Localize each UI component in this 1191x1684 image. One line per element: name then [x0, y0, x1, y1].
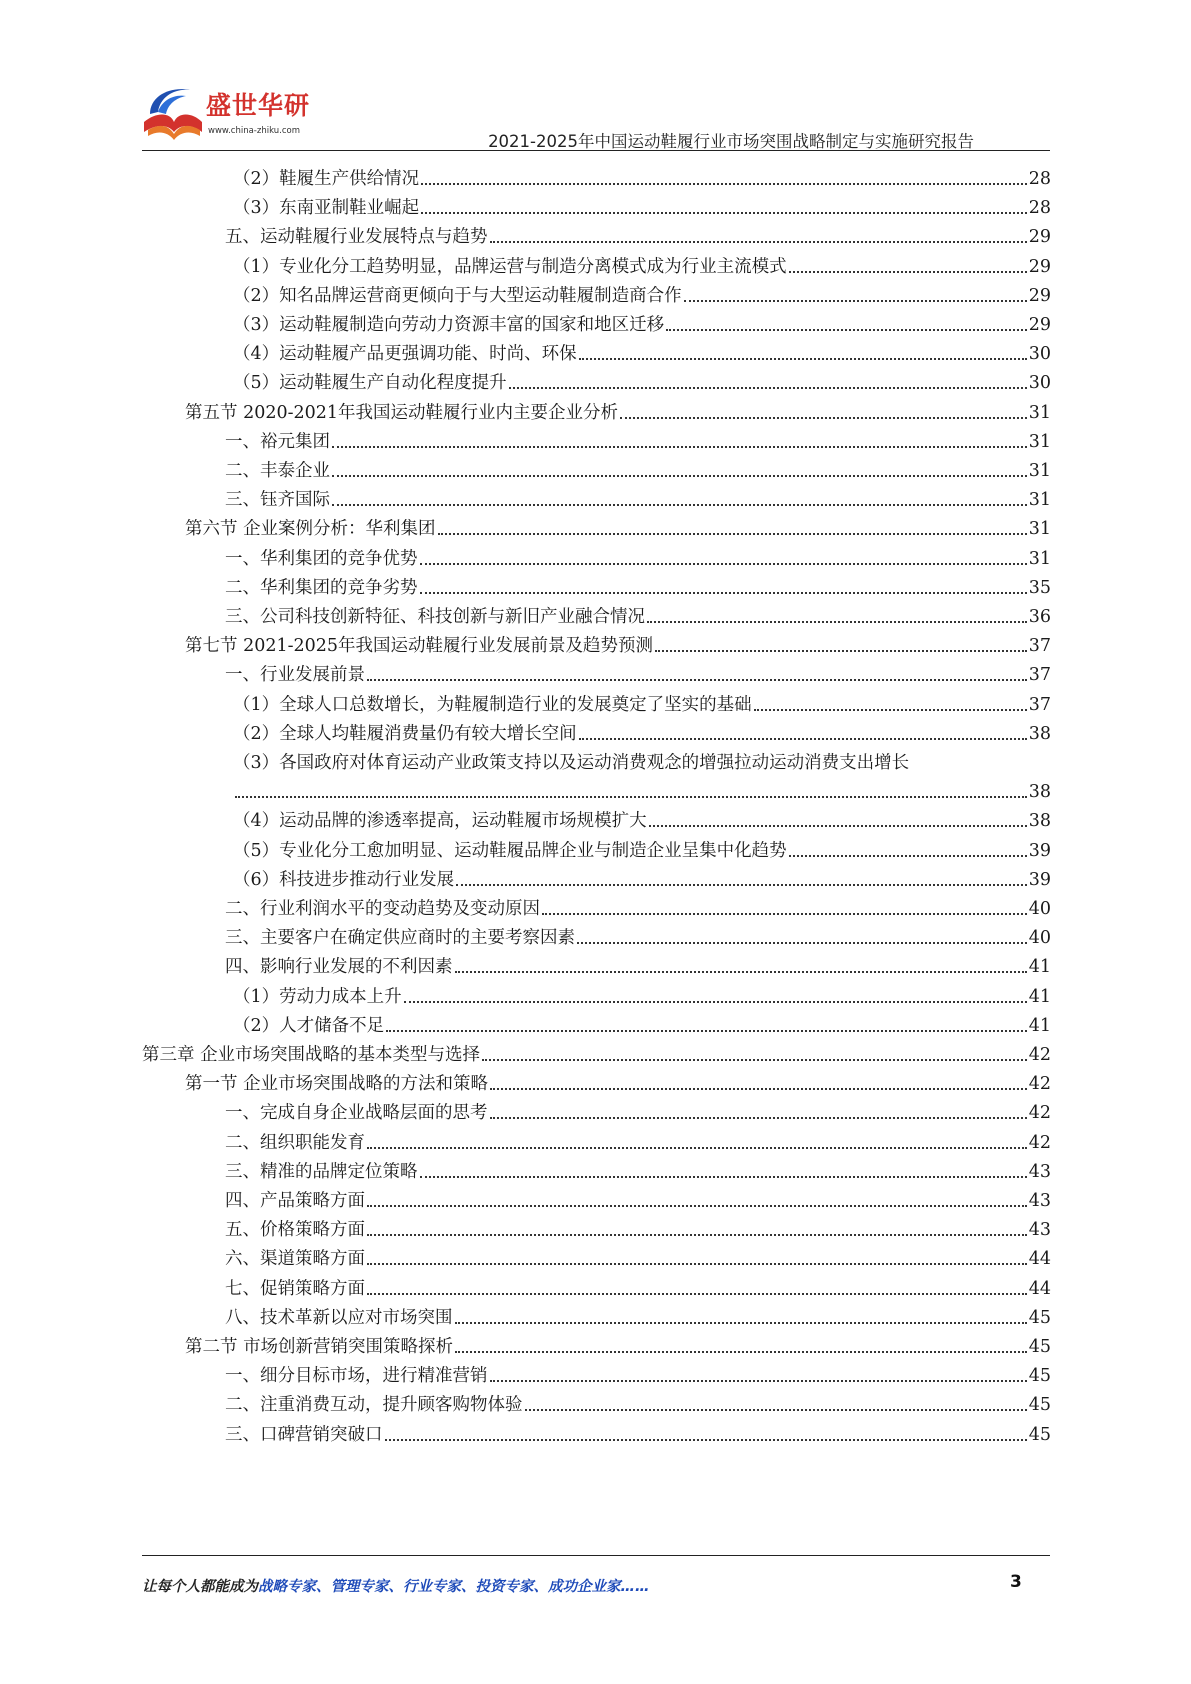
toc-entry[interactable]: [225, 602, 1051, 628]
toc-entry-title: 五、运动鞋履行业发展特点与趋势: [225, 227, 488, 248]
toc-leader-dots: [789, 271, 1027, 273]
toc-leader-dots: [367, 1205, 1027, 1207]
toc-leader-dots: [754, 709, 1027, 711]
toc-entry[interactable]: [225, 1128, 1051, 1154]
toc-entry-title: 四、影响行业发展的不利因素: [225, 957, 453, 978]
toc-entry-page: 45: [1028, 1366, 1051, 1387]
toc-entry[interactable]: [225, 1186, 1051, 1212]
toc-entry-title: （3）各国政府对体育运动产业政策支持以及运动消费观念的增强拉动运动消费支出增长: [233, 753, 910, 773]
toc-entry[interactable]: [225, 1098, 1051, 1124]
toc-entry[interactable]: [233, 193, 1051, 219]
toc-leader-dots: [577, 942, 1027, 944]
toc-entry[interactable]: [233, 777, 1051, 803]
toc-entry[interactable]: [233, 164, 1051, 190]
toc-entry-title: 六、渠道策略方面: [225, 1249, 365, 1270]
toc-entry-page: 44: [1028, 1278, 1051, 1299]
toc-entry[interactable]: [233, 310, 1051, 336]
toc-entry[interactable]: [225, 1303, 1051, 1329]
toc-leader-dots: [386, 1030, 1027, 1032]
toc-entry-page: 37: [1028, 694, 1051, 715]
toc-entry[interactable]: [233, 281, 1051, 307]
toc-entry-title: 第七节 2021-2025年我国运动鞋履行业发展前景及趋势预测: [185, 636, 654, 657]
toc-entry-page: 42: [1028, 1132, 1051, 1153]
toc-entry[interactable]: [225, 222, 1051, 248]
toc-entry-page: 31: [1028, 548, 1051, 569]
toc-entry-page: 37: [1028, 636, 1051, 657]
toc-leader-dots: [542, 913, 1027, 915]
toc-entry-title: 一、行业发展前景: [225, 665, 365, 686]
toc-entry-page: 38: [1028, 782, 1051, 803]
toc-entry-title: 三、主要客户在确定供应商时的主要考察因素: [225, 928, 575, 949]
toc-entry-page: 38: [1028, 723, 1051, 744]
toc-entry-page: 45: [1028, 1424, 1051, 1445]
toc-entry-page: 41: [1028, 986, 1051, 1007]
toc-leader-dots: [647, 621, 1027, 623]
toc-entry-page: 31: [1028, 461, 1051, 481]
logo-name: 盛世华研: [206, 91, 311, 120]
toc-entry[interactable]: [233, 806, 1051, 832]
toc-leader-dots: [620, 417, 1027, 419]
toc-leader-dots: [421, 212, 1027, 214]
footer-slogan: [142, 1575, 650, 1596]
toc-entry-title: 三、口碑营销突破口: [225, 1424, 383, 1445]
toc-leader-dots: [789, 855, 1027, 857]
toc-entry[interactable]: [185, 1069, 1051, 1095]
toc-entry-page: 40: [1028, 899, 1051, 919]
toc-entry-page: 44: [1028, 1249, 1051, 1270]
toc-leader-dots: [649, 825, 1027, 827]
toc-leader-dots: [367, 1263, 1027, 1265]
toc-leader-dots: [655, 650, 1027, 652]
toc-entry[interactable]: [185, 514, 1051, 540]
toc-entry-page: 31: [1028, 431, 1051, 452]
toc-entry-page: 29: [1028, 256, 1051, 277]
toc-entry[interactable]: [225, 1390, 1051, 1416]
toc-entry[interactable]: [225, 952, 1051, 978]
toc-entry[interactable]: [225, 573, 1051, 599]
toc-entry[interactable]: [225, 894, 1051, 920]
toc-entry[interactable]: [233, 690, 1051, 716]
toc-entry-page: 28: [1028, 198, 1051, 219]
toc-leader-dots: [367, 1147, 1027, 1149]
toc-entry-title: （1）专业化分工趋势明显，品牌运营与制造分离模式成为行业主流模式: [233, 256, 787, 277]
toc-leader-dots: [404, 1001, 1027, 1003]
toc-entry[interactable]: [142, 1040, 1051, 1066]
toc-entry[interactable]: [233, 748, 1051, 774]
toc-leader-dots: [509, 387, 1027, 389]
page-number: 3: [1010, 1572, 1022, 1592]
toc-entry-page: 31: [1028, 402, 1051, 423]
toc-entry-title: 三、公司科技创新特征、科技创新与新旧产业融合情况: [225, 607, 645, 627]
toc-entry-title: 一、细分目标市场，进行精准营销: [225, 1366, 488, 1387]
toc-entry[interactable]: [185, 631, 1051, 657]
toc-entry-page: 41: [1028, 957, 1051, 978]
toc-entry-page: 29: [1028, 315, 1051, 335]
toc-entry[interactable]: [225, 544, 1051, 570]
toc-entry-title: 八、技术革新以应对市场突围: [225, 1307, 453, 1328]
toc-entry[interactable]: [185, 398, 1051, 424]
toc-leader-dots: [666, 329, 1027, 331]
toc-leader-dots: [235, 796, 1027, 798]
toc-entry-title: 第五节 2020-2021年我国运动鞋履行业内主要企业分析: [185, 402, 619, 423]
toc-entry[interactable]: [233, 1011, 1051, 1037]
toc-entry-page: 42: [1028, 1074, 1051, 1095]
logo-mark-icon: [140, 82, 206, 144]
toc-entry-title: 第二节 市场创新营销突围策略探析: [185, 1337, 454, 1357]
toc-entry-title: 五、价格策略方面: [225, 1220, 365, 1241]
toc-entry[interactable]: [225, 427, 1051, 453]
toc-entry[interactable]: [233, 339, 1051, 365]
toc-entry[interactable]: [225, 923, 1051, 949]
toc-leader-dots: [367, 679, 1027, 681]
footer-divider: [142, 1555, 1050, 1556]
toc-leader-dots: [525, 1409, 1027, 1411]
toc-leader-dots: [490, 241, 1027, 243]
toc-entry-page: 29: [1028, 227, 1051, 248]
toc-leader-dots: [332, 446, 1027, 448]
toc-entry-page: 41: [1028, 1015, 1051, 1036]
toc-leader-dots: [420, 563, 1027, 565]
toc-entry-title: （5）专业化分工愈加明显、运动鞋履品牌企业与制造企业呈集中化趋势: [233, 840, 787, 861]
toc-entry[interactable]: [233, 865, 1051, 891]
toc-entry-page: 30: [1028, 373, 1051, 394]
toc-leader-dots: [455, 971, 1027, 973]
toc-entry-title: （1）全球人口总数增长，为鞋履制造行业的发展奠定了坚实的基础: [233, 694, 752, 715]
toc-leader-dots: [367, 1234, 1027, 1236]
toc-leader-dots: [579, 738, 1027, 740]
toc-entry-title: 七、促销策略方面: [225, 1278, 365, 1299]
toc-entry-page: 43: [1028, 1220, 1051, 1241]
toc-leader-dots: [490, 1380, 1027, 1382]
toc-entry-page: 43: [1028, 1191, 1051, 1211]
toc-leader-dots: [456, 884, 1027, 886]
toc-entry-page: 39: [1028, 840, 1051, 861]
toc-entry[interactable]: [185, 1332, 1051, 1358]
footer-slogan-roles: 战略专家、管理专家、行业专家、投资专家、成功企业家……: [258, 1579, 650, 1595]
toc-entry-page: 35: [1028, 577, 1051, 598]
toc-entry-title: （3）运动鞋履制造向劳动力资源丰富的国家和地区迁移: [233, 315, 665, 335]
toc-entry-title: （2）鞋履生产供给情况: [233, 169, 420, 189]
toc-entry[interactable]: [233, 368, 1051, 394]
toc-leader-dots: [482, 1059, 1027, 1061]
toc-entry[interactable]: [225, 1274, 1051, 1300]
toc-entry-title: （3）东南亚制鞋业崛起: [233, 198, 420, 219]
toc-entry-title: 二、注重消费互动，提升顾客购物体验: [225, 1395, 523, 1416]
toc-leader-dots: [490, 1088, 1027, 1090]
toc-entry[interactable]: [225, 1215, 1051, 1241]
toc-entry-title: 一、完成自身企业战略层面的思考: [225, 1103, 488, 1124]
toc-leader-dots: [332, 504, 1027, 506]
toc-entry-page: 30: [1028, 344, 1051, 365]
toc-entry[interactable]: [233, 719, 1051, 745]
toc-entry[interactable]: [233, 836, 1051, 862]
toc-entry-title: 一、华利集团的竞争优势: [225, 548, 418, 569]
toc-leader-dots: [421, 183, 1027, 185]
toc-entry[interactable]: [225, 1244, 1051, 1270]
toc-entry[interactable]: [233, 252, 1051, 278]
toc-entry-page: 28: [1028, 169, 1051, 189]
toc-entry-title: 二、华利集团的竞争劣势: [225, 577, 418, 598]
toc-leader-dots: [684, 300, 1027, 302]
toc-entry[interactable]: [225, 660, 1051, 686]
toc-entry-page: 37: [1028, 665, 1051, 686]
toc-entry-page: 45: [1028, 1395, 1051, 1416]
toc-entry-page: 39: [1028, 869, 1051, 890]
toc-entry[interactable]: [225, 485, 1051, 511]
toc-entry-title: 二、行业利润水平的变动趋势及变动原因: [225, 899, 540, 919]
toc-leader-dots: [420, 1176, 1027, 1178]
toc-entry[interactable]: [233, 982, 1051, 1008]
toc-entry-title: （5）运动鞋履生产自动化程度提升: [233, 373, 507, 394]
toc-entry-page: 42: [1028, 1103, 1051, 1124]
toc-entry-page: 45: [1028, 1307, 1051, 1328]
toc-entry-title: （6）科技进步推动行业发展: [233, 869, 455, 890]
toc-entry-title: 二、组织职能发育: [225, 1132, 365, 1153]
toc-entry-title: （2）知名品牌运营商更倾向于与大型运动鞋履制造商合作: [233, 285, 682, 306]
toc-leader-dots: [438, 533, 1027, 535]
company-logo: [140, 82, 310, 148]
toc-entry-page: 31: [1028, 490, 1051, 511]
toc-entry[interactable]: [225, 1157, 1051, 1183]
toc-entry-title: 四、产品策略方面: [225, 1191, 365, 1211]
toc-entry-title: 二、丰泰企业: [225, 461, 330, 481]
toc-entry[interactable]: [225, 1361, 1051, 1387]
logo-url: www.china-zhiku.com: [208, 126, 300, 136]
toc-entry-title: 三、精准的品牌定位策略: [225, 1161, 418, 1182]
report-title: 2021-2025年中国运动鞋履行业市场突围战略制定与实施研究报告: [488, 132, 974, 151]
toc-entry-title: 三、钰齐国际: [225, 490, 330, 511]
toc-entry-page: 45: [1028, 1337, 1051, 1357]
toc-leader-dots: [490, 1117, 1027, 1119]
footer-slogan-lead: 让每个人都能成为: [142, 1579, 258, 1595]
toc-entry-page: 31: [1028, 519, 1051, 540]
toc-leader-dots: [332, 475, 1027, 477]
toc-leader-dots: [579, 358, 1027, 360]
toc-leader-dots: [420, 592, 1027, 594]
toc-entry-title: （2）全球人均鞋履消费量仍有较大增长空间: [233, 723, 577, 744]
header-divider: [142, 150, 1050, 151]
toc-leader-dots: [385, 1439, 1027, 1441]
toc-entry-title: 第一节 企业市场突围战略的方法和策略: [185, 1074, 489, 1095]
toc-leader-dots: [367, 1293, 1027, 1295]
page-header: [0, 0, 1191, 150]
toc-entry-page: 36: [1028, 607, 1051, 627]
toc-entry-title: （2）人才储备不足: [233, 1015, 385, 1036]
toc-leader-dots: [455, 1351, 1027, 1353]
toc-entry-title: 一、裕元集团: [225, 431, 330, 452]
toc-entry-title: 第三章 企业市场突围战略的基本类型与选择: [142, 1045, 481, 1065]
toc-entry-page: 38: [1028, 811, 1051, 832]
toc-entry-page: 29: [1028, 285, 1051, 306]
toc-entry-title: （4）运动鞋履产品更强调功能、时尚、环保: [233, 344, 577, 365]
toc-entry-title: 第六节 企业案例分析：华利集团: [185, 519, 436, 540]
toc-entry-page: 42: [1028, 1045, 1051, 1065]
toc-entry-title: （4）运动品牌的渗透率提高，运动鞋履市场规模扩大: [233, 811, 647, 832]
toc-entry-page: 40: [1028, 928, 1051, 949]
toc-entry-page: 43: [1028, 1161, 1051, 1182]
toc-entry[interactable]: [225, 1420, 1051, 1446]
toc-entry-title: （1）劳动力成本上升: [233, 986, 402, 1007]
toc-leader-dots: [455, 1322, 1027, 1324]
toc-entry[interactable]: [225, 456, 1051, 482]
